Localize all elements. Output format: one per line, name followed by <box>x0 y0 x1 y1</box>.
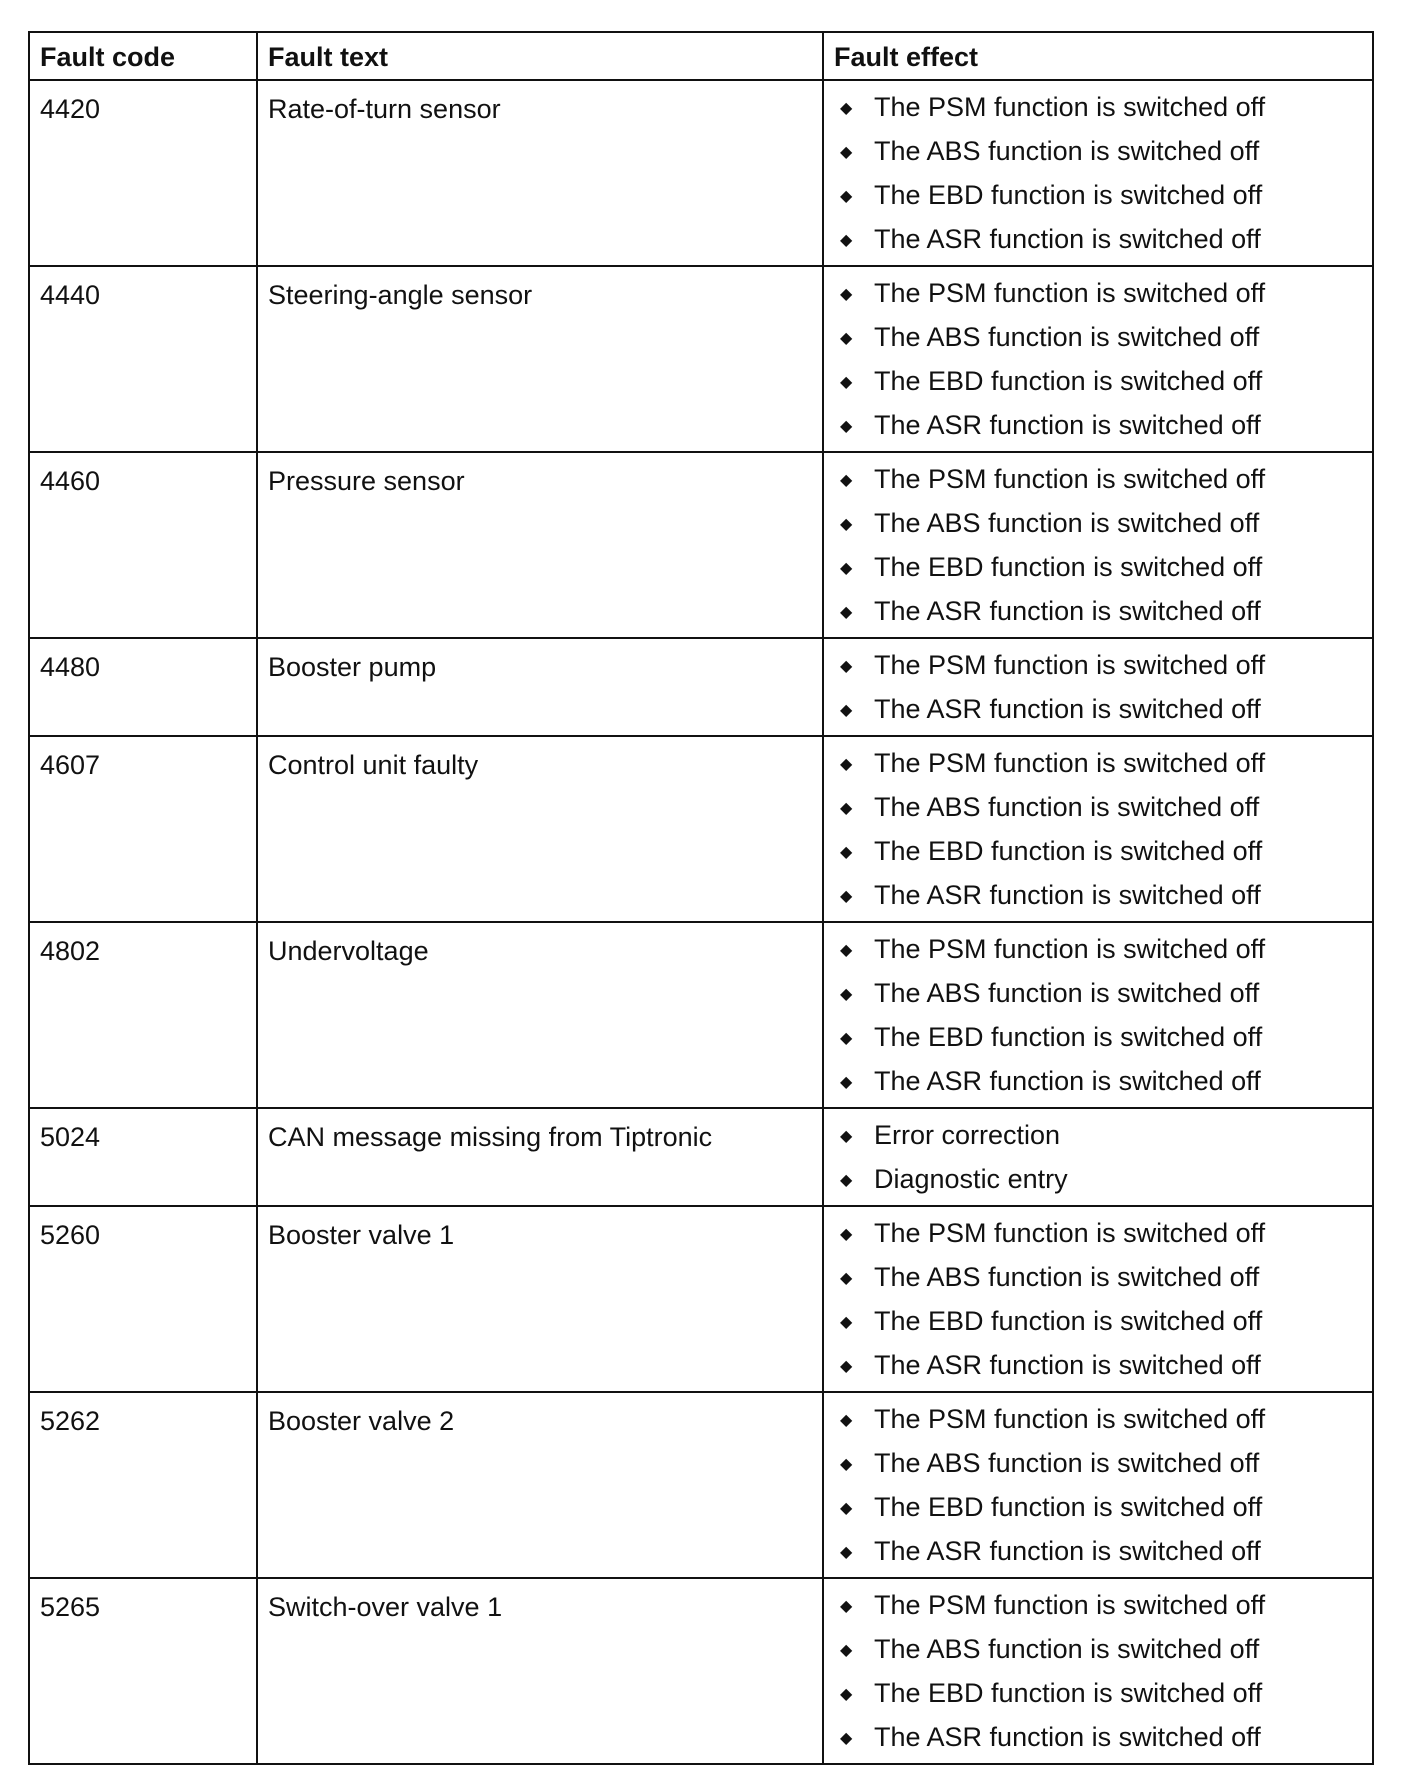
fault-effect-list <box>834 741 1362 917</box>
fault-effect-text: The ABS function is switched off <box>874 1448 1260 1478</box>
table-row <box>29 266 1373 452</box>
bullet-diamond-icon: ◆ <box>840 1544 853 1561</box>
bullet-diamond-icon: ◆ <box>840 188 853 205</box>
table-row <box>29 452 1373 638</box>
bullet-diamond-icon: ◆ <box>840 702 853 719</box>
fault-effect-text: The ASR function is switched off <box>874 596 1261 626</box>
header-fault-effect: Fault effect <box>823 32 1373 80</box>
fault-effect-item <box>834 1157 1362 1201</box>
bullet-diamond-icon: ◆ <box>840 1456 853 1473</box>
fault-effect-item <box>834 687 1362 731</box>
fault-effect-item <box>834 1441 1362 1485</box>
bullet-diamond-icon: ◆ <box>840 1128 853 1145</box>
fault-effect-cell <box>823 266 1373 452</box>
fault-text-cell: CAN message missing from Tiptronic <box>257 1108 823 1206</box>
table-row <box>29 80 1373 266</box>
table-row <box>29 1392 1373 1578</box>
fault-effect-cell <box>823 1206 1373 1392</box>
fault-effect-list <box>834 1113 1362 1201</box>
fault-effect-text: Diagnostic entry <box>874 1164 1068 1194</box>
fault-text-cell: Switch-over valve 1 <box>257 1578 823 1764</box>
fault-effect-text: The PSM function is switched off <box>874 1218 1266 1248</box>
fault-effect-item <box>834 359 1362 403</box>
fault-effect-text: The PSM function is switched off <box>874 748 1266 778</box>
bullet-diamond-icon: ◆ <box>840 1030 853 1047</box>
header-fault-code: Fault code <box>29 32 257 80</box>
fault-effect-list <box>834 271 1362 447</box>
fault-effect-text: The ASR function is switched off <box>874 1350 1261 1380</box>
fault-effect-text: The EBD function is switched off <box>874 180 1263 210</box>
bullet-diamond-icon: ◆ <box>840 1730 853 1747</box>
fault-effect-item <box>834 927 1362 971</box>
bullet-diamond-icon: ◆ <box>840 658 853 675</box>
bullet-diamond-icon: ◆ <box>840 604 853 621</box>
fault-effect-cell <box>823 638 1373 736</box>
fault-effect-text: The EBD function is switched off <box>874 836 1263 866</box>
bullet-diamond-icon: ◆ <box>840 286 853 303</box>
fault-effect-cell <box>823 736 1373 922</box>
bullet-diamond-icon: ◆ <box>840 1500 853 1517</box>
fault-effect-text: The EBD function is switched off <box>874 1678 1263 1708</box>
fault-effect-item <box>834 1397 1362 1441</box>
fault-effect-item <box>834 403 1362 447</box>
fault-effect-cell <box>823 1108 1373 1206</box>
fault-effect-item <box>834 1583 1362 1627</box>
bullet-diamond-icon: ◆ <box>840 1074 853 1091</box>
fault-effect-item <box>834 1211 1362 1255</box>
fault-effect-text: The PSM function is switched off <box>874 1590 1266 1620</box>
fault-effect-text: The ABS function is switched off <box>874 1634 1260 1664</box>
fault-effect-item <box>834 1015 1362 1059</box>
fault-code-cell: 4420 <box>29 80 257 266</box>
fault-effect-text: The ABS function is switched off <box>874 1262 1260 1292</box>
fault-effect-item <box>834 589 1362 633</box>
bullet-diamond-icon: ◆ <box>840 418 853 435</box>
bullet-diamond-icon: ◆ <box>840 756 853 773</box>
fault-effect-item <box>834 545 1362 589</box>
table-body <box>29 80 1373 1764</box>
fault-effect-text: The ABS function is switched off <box>874 978 1260 1008</box>
bullet-diamond-icon: ◆ <box>840 800 853 817</box>
fault-effect-text: The ABS function is switched off <box>874 322 1260 352</box>
bullet-diamond-icon: ◆ <box>840 1412 853 1429</box>
bullet-diamond-icon: ◆ <box>840 1314 853 1331</box>
bullet-diamond-icon: ◆ <box>840 942 853 959</box>
bullet-diamond-icon: ◆ <box>840 232 853 249</box>
fault-effect-text: The ABS function is switched off <box>874 508 1260 538</box>
bullet-diamond-icon: ◆ <box>840 1358 853 1375</box>
fault-text-cell: Steering-angle sensor <box>257 266 823 452</box>
fault-effect-item <box>834 1671 1362 1715</box>
bullet-diamond-icon: ◆ <box>840 330 853 347</box>
table-header <box>29 32 1373 80</box>
fault-effect-text: The ASR function is switched off <box>874 410 1261 440</box>
fault-effect-item <box>834 1113 1362 1157</box>
fault-effect-item <box>834 271 1362 315</box>
fault-effect-list <box>834 927 1362 1103</box>
fault-code-cell: 5262 <box>29 1392 257 1578</box>
fault-code-cell: 5260 <box>29 1206 257 1392</box>
fault-effect-cell <box>823 1578 1373 1764</box>
bullet-diamond-icon: ◆ <box>840 1642 853 1659</box>
fault-code-cell: 5265 <box>29 1578 257 1764</box>
bullet-diamond-icon: ◆ <box>840 1598 853 1615</box>
fault-code-cell: 4460 <box>29 452 257 638</box>
bullet-diamond-icon: ◆ <box>840 1270 853 1287</box>
bullet-diamond-icon: ◆ <box>840 986 853 1003</box>
fault-text-cell: Pressure sensor <box>257 452 823 638</box>
bullet-diamond-icon: ◆ <box>840 560 853 577</box>
fault-effect-item <box>834 1255 1362 1299</box>
bullet-diamond-icon: ◆ <box>840 374 853 391</box>
fault-effect-text: The EBD function is switched off <box>874 1022 1263 1052</box>
fault-code-cell: 4802 <box>29 922 257 1108</box>
fault-effect-item <box>834 1299 1362 1343</box>
bullet-diamond-icon: ◆ <box>840 888 853 905</box>
bullet-diamond-icon: ◆ <box>840 472 853 489</box>
fault-effect-text: The ABS function is switched off <box>874 136 1260 166</box>
fault-effect-item <box>834 501 1362 545</box>
fault-effect-cell <box>823 80 1373 266</box>
header-row <box>29 32 1373 80</box>
fault-effect-item <box>834 829 1362 873</box>
fault-code-cell: 4607 <box>29 736 257 922</box>
fault-text-cell: Undervoltage <box>257 922 823 1108</box>
fault-text-cell: Control unit faulty <box>257 736 823 922</box>
fault-effect-item <box>834 1059 1362 1103</box>
fault-effect-cell <box>823 1392 1373 1578</box>
table-row <box>29 1206 1373 1392</box>
fault-effect-item <box>834 971 1362 1015</box>
fault-effect-cell <box>823 452 1373 638</box>
fault-effect-item <box>834 741 1362 785</box>
fault-effect-text: The ASR function is switched off <box>874 1536 1261 1566</box>
table-row <box>29 922 1373 1108</box>
fault-effect-text: The ASR function is switched off <box>874 694 1261 724</box>
fault-effect-text: The PSM function is switched off <box>874 1404 1266 1434</box>
table-row <box>29 1108 1373 1206</box>
bullet-diamond-icon: ◆ <box>840 1686 853 1703</box>
fault-effect-item <box>834 85 1362 129</box>
fault-effect-text: The ASR function is switched off <box>874 1066 1261 1096</box>
fault-effect-text: The ASR function is switched off <box>874 224 1261 254</box>
fault-effect-item <box>834 129 1362 173</box>
fault-effect-text: The PSM function is switched off <box>874 464 1266 494</box>
bullet-diamond-icon: ◆ <box>840 100 853 117</box>
fault-effect-item <box>834 173 1362 217</box>
fault-effect-list <box>834 1397 1362 1573</box>
bullet-diamond-icon: ◆ <box>840 1172 853 1189</box>
fault-effect-text: The ASR function is switched off <box>874 1722 1261 1752</box>
table-row <box>29 1578 1373 1764</box>
fault-effect-list <box>834 85 1362 261</box>
fault-effect-item <box>834 457 1362 501</box>
fault-text-cell: Booster pump <box>257 638 823 736</box>
fault-effect-text: The EBD function is switched off <box>874 552 1263 582</box>
fault-effect-item <box>834 643 1362 687</box>
fault-effect-text: The EBD function is switched off <box>874 1306 1263 1336</box>
fault-effect-text: The PSM function is switched off <box>874 934 1266 964</box>
fault-code-cell: 4480 <box>29 638 257 736</box>
fault-effect-item <box>834 1343 1362 1387</box>
fault-text-cell: Booster valve 2 <box>257 1392 823 1578</box>
fault-effect-list <box>834 457 1362 633</box>
fault-effect-item <box>834 217 1362 261</box>
fault-effect-text: The ABS function is switched off <box>874 792 1260 822</box>
fault-table <box>28 31 1374 1765</box>
fault-effect-item <box>834 1529 1362 1573</box>
fault-effect-text: The EBD function is switched off <box>874 1492 1263 1522</box>
bullet-diamond-icon: ◆ <box>840 144 853 161</box>
header-fault-text: Fault text <box>257 32 823 80</box>
table-row <box>29 638 1373 736</box>
fault-code-cell: 5024 <box>29 1108 257 1206</box>
fault-code-cell: 4440 <box>29 266 257 452</box>
fault-text-cell: Rate-of-turn sensor <box>257 80 823 266</box>
bullet-diamond-icon: ◆ <box>840 844 853 861</box>
fault-effect-item <box>834 1627 1362 1671</box>
fault-effect-item <box>834 873 1362 917</box>
fault-effect-list <box>834 1211 1362 1387</box>
fault-effect-item <box>834 1485 1362 1529</box>
fault-effect-text: The PSM function is switched off <box>874 650 1266 680</box>
fault-effect-text: Error correction <box>874 1120 1061 1150</box>
fault-effect-item <box>834 1715 1362 1759</box>
fault-effect-item <box>834 785 1362 829</box>
table-row <box>29 736 1373 922</box>
bullet-diamond-icon: ◆ <box>840 1226 853 1243</box>
fault-effect-item <box>834 315 1362 359</box>
fault-effect-cell <box>823 922 1373 1108</box>
fault-effect-text: The EBD function is switched off <box>874 366 1263 396</box>
fault-effect-text: The ASR function is switched off <box>874 880 1261 910</box>
fault-text-cell: Booster valve 1 <box>257 1206 823 1392</box>
fault-effect-text: The PSM function is switched off <box>874 92 1266 122</box>
fault-effect-text: The PSM function is switched off <box>874 278 1266 308</box>
bullet-diamond-icon: ◆ <box>840 516 853 533</box>
fault-effect-list <box>834 643 1362 731</box>
fault-effect-list <box>834 1583 1362 1759</box>
